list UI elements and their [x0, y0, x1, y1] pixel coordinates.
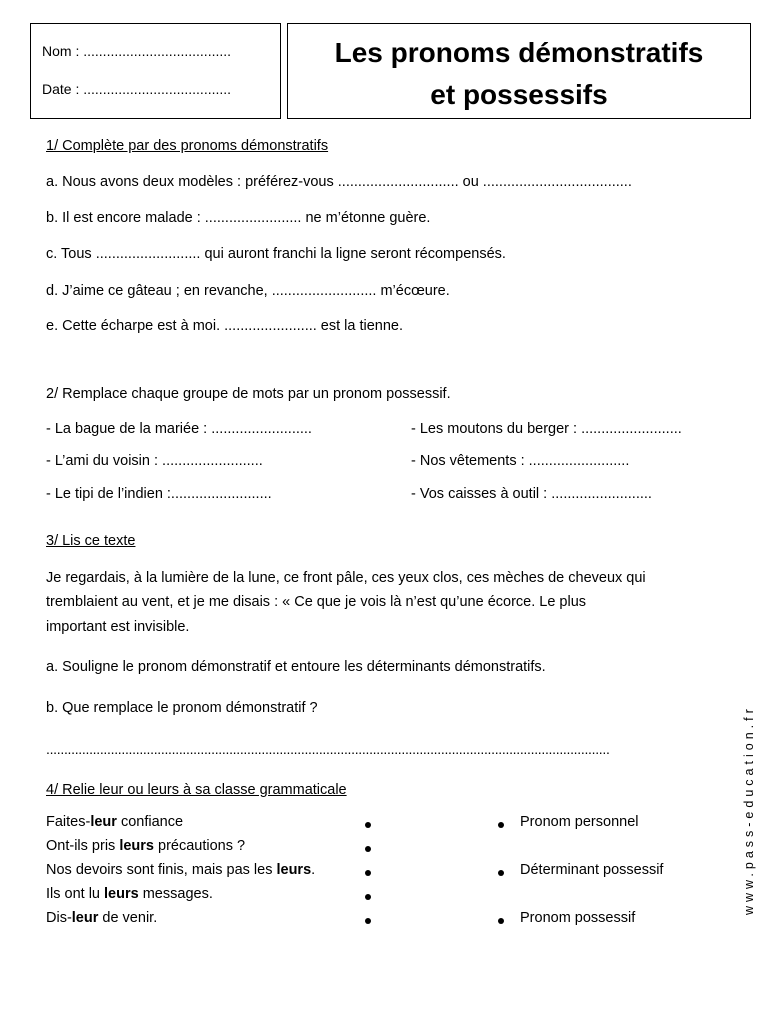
ex1-line-b: b. Il est encore malade : ........................ ne m’étonne guère. [46, 210, 431, 226]
leurs-word: leurs [276, 862, 312, 878]
ex1-heading: 1/ Complète par des pronoms démonstratifs [46, 138, 329, 154]
ex2-left-2: - L’ami du voisin : ......................... [46, 453, 263, 469]
name-field: Nom : ...................................... [42, 43, 232, 59]
match-dot-class-2[interactable] [498, 870, 504, 876]
name-date-box [30, 23, 281, 119]
ex1-line-e: e. Cette écharpe est à moi. ....................... est la tienne. [46, 318, 404, 334]
page-title-line1: Les pronoms démonstratifs [334, 37, 704, 68]
ex2-right-2: - Nos vêtements : ......................... [411, 453, 630, 469]
ex3-text-line-1: Je regardais, à la lumière de la lune, ce front pâle, ces yeux clos, ces mèches de cheveux qui [46, 570, 646, 586]
ex1-line-d: d. J’aime ce gâteau ; en revanche, .......................... m’écœure. [46, 283, 450, 299]
match-dot-class-1[interactable] [498, 822, 504, 828]
ex2-left-3: - Le tipi de l’indien :......................... [46, 486, 272, 502]
ex2-right-1: - Les moutons du berger : ......................... [411, 421, 682, 437]
match-dot-sentence-4[interactable] [365, 894, 371, 900]
leurs-word: leurs [104, 886, 139, 902]
ex4-heading: 4/ Relie leur ou leurs à sa classe grammaticale [46, 782, 347, 798]
ex3-heading: 3/ Lis ce texte [46, 533, 136, 549]
match-dot-sentence-1[interactable] [365, 822, 371, 828]
leurs-word: leurs [119, 838, 154, 854]
title-box [287, 23, 751, 119]
ex2-heading: 2/ Remplace chaque groupe de mots par un pronom possessif. [46, 386, 451, 402]
class-pronom-personnel: Pronom personnel [520, 814, 639, 830]
leur-word: leur [90, 814, 117, 830]
ex3-question-a: a. Souligne le pronom démonstratif et entoure les déterminants démonstratifs. [46, 659, 546, 675]
match-dot-class-3[interactable] [498, 918, 504, 924]
ex3-question-b: b. Que remplace le pronom démonstratif ? [46, 700, 318, 716]
site-watermark: www.pass-education.fr [742, 705, 756, 915]
ex3-text-line-3: important est invisible. [46, 619, 190, 635]
match-dot-sentence-3[interactable] [365, 870, 371, 876]
ex1-line-a: a. Nous avons deux modèles : préférez-vous .............................. ou ..................................... [46, 174, 632, 190]
class-pronom-possessif: Pronom possessif [520, 910, 636, 926]
ex1-line-c: c. Tous .......................... qui auront franchi la ligne seront récompensés. [46, 246, 506, 262]
leur-word: leur [71, 910, 99, 926]
ex3-answer-line: ............................................................................................................................................................. [46, 741, 610, 757]
ex4-sentence-5: Dis-leur de venir. [46, 910, 158, 926]
ex4-sentence-1: Faites-leur confiance [46, 814, 184, 830]
page-title-line2: et possessifs [430, 79, 608, 110]
ex4-sentence-3: Nos devoirs sont finis, mais pas les leurs. [46, 862, 316, 878]
ex4-sentence-4: Ils ont lu leurs messages. [46, 886, 213, 902]
match-dot-sentence-2[interactable] [365, 846, 371, 852]
match-dot-sentence-5[interactable] [365, 918, 371, 924]
ex2-left-1: - La bague de la mariée : ......................... [46, 421, 312, 437]
ex2-right-3: - Vos caisses à outil : ......................... [411, 486, 652, 502]
class-determinant-possessif: Déterminant possessif [520, 862, 664, 878]
ex3-text-line-2: tremblaient au vent, et je me disais : « Ce que je vois là n’est qu’une écorce. Le plus [46, 594, 587, 610]
ex4-sentence-2: Ont-ils pris leurs précautions ? [46, 838, 246, 854]
date-field: Date : ...................................... [42, 81, 232, 97]
